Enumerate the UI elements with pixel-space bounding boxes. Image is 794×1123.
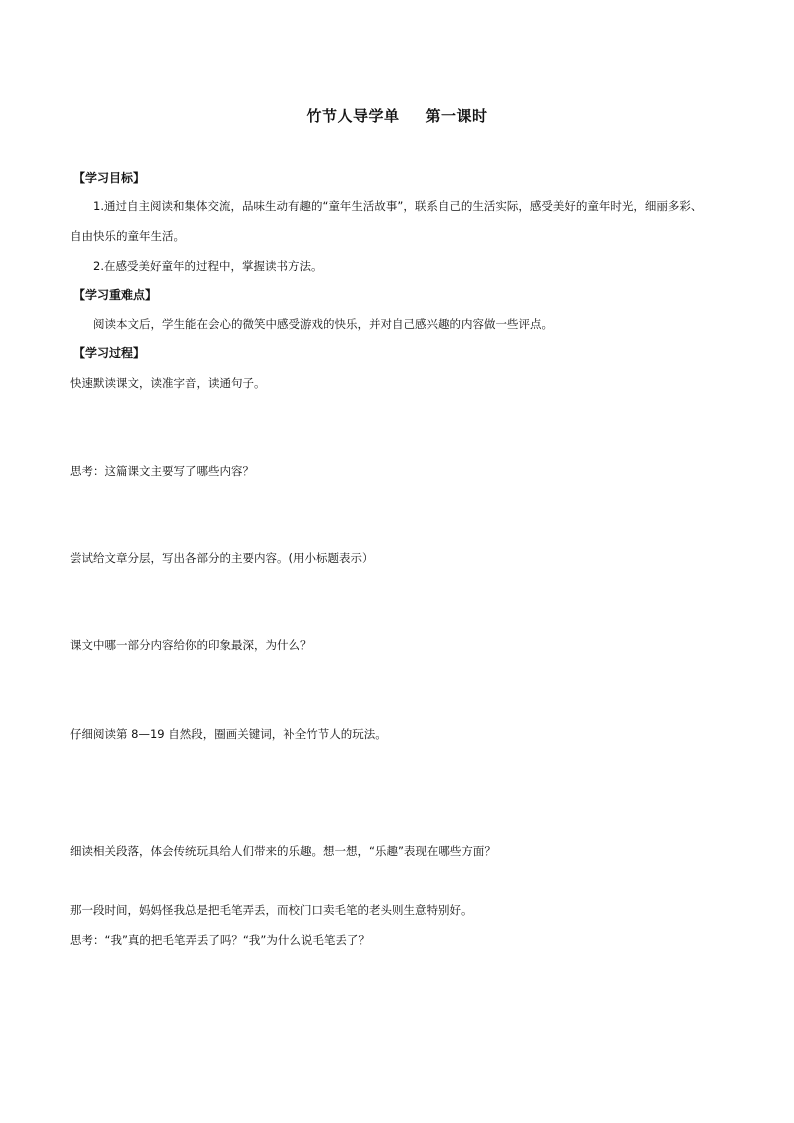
process-question-1: 快速默读课文，读准字音，读通句子。 (70, 376, 266, 390)
key-points-text: 阅读本文后，学生能在会心的微笑中感受游戏的快乐，并对自己感兴趣的内容做一些评点。 (93, 317, 553, 331)
process-question-6: 细读相关段落，体会传统玩具给人们带来的乐趣。想一想，“乐趣”表现在哪些方面？ (70, 844, 496, 858)
process-question-4: 课文中哪一部分内容给你的印象最深，为什么？ (70, 638, 312, 652)
process-heading: 【学习过程】 (73, 346, 146, 360)
process-question-7: 那一段时间，妈妈怪我总是把毛笔弄丢，而校门口卖毛笔的老头则生意特别好。 (70, 903, 473, 917)
process-question-3: 尝试给文章分层，写出各部分的主要内容。(用小标题表示） (70, 551, 374, 565)
process-question-8: 思考：“我”真的把毛笔弄丢了吗？“我”为什么说毛笔丢了？ (70, 933, 370, 947)
document-title-main: 竹节人导学单 (306, 107, 400, 125)
goal-item-2: 2.在感受美好童年的过程中，掌握读书方法。 (93, 259, 323, 273)
document-title-suffix: 第一课时 (425, 107, 488, 125)
process-question-2: 思考：这篇课文主要写了哪些内容？ (70, 464, 254, 478)
key-points-heading: 【学习重难点】 (73, 288, 158, 302)
goal-item-1-line-1: 1.通过自主阅读和集体交流，品味生动有趣的“童年生活故事”，联系自己的生活实际，感受美好的童年时光，细丽多彩、 (93, 199, 703, 213)
process-question-5: 仔细阅读第 8—19 自然段，圈画关键词，补全竹节人的玩法。 (70, 727, 387, 741)
goals-heading: 【学习目标】 (73, 171, 146, 185)
document-title (0, 106, 794, 126)
goal-item-1-line-2: 自由快乐的童年生活。 (70, 229, 185, 243)
